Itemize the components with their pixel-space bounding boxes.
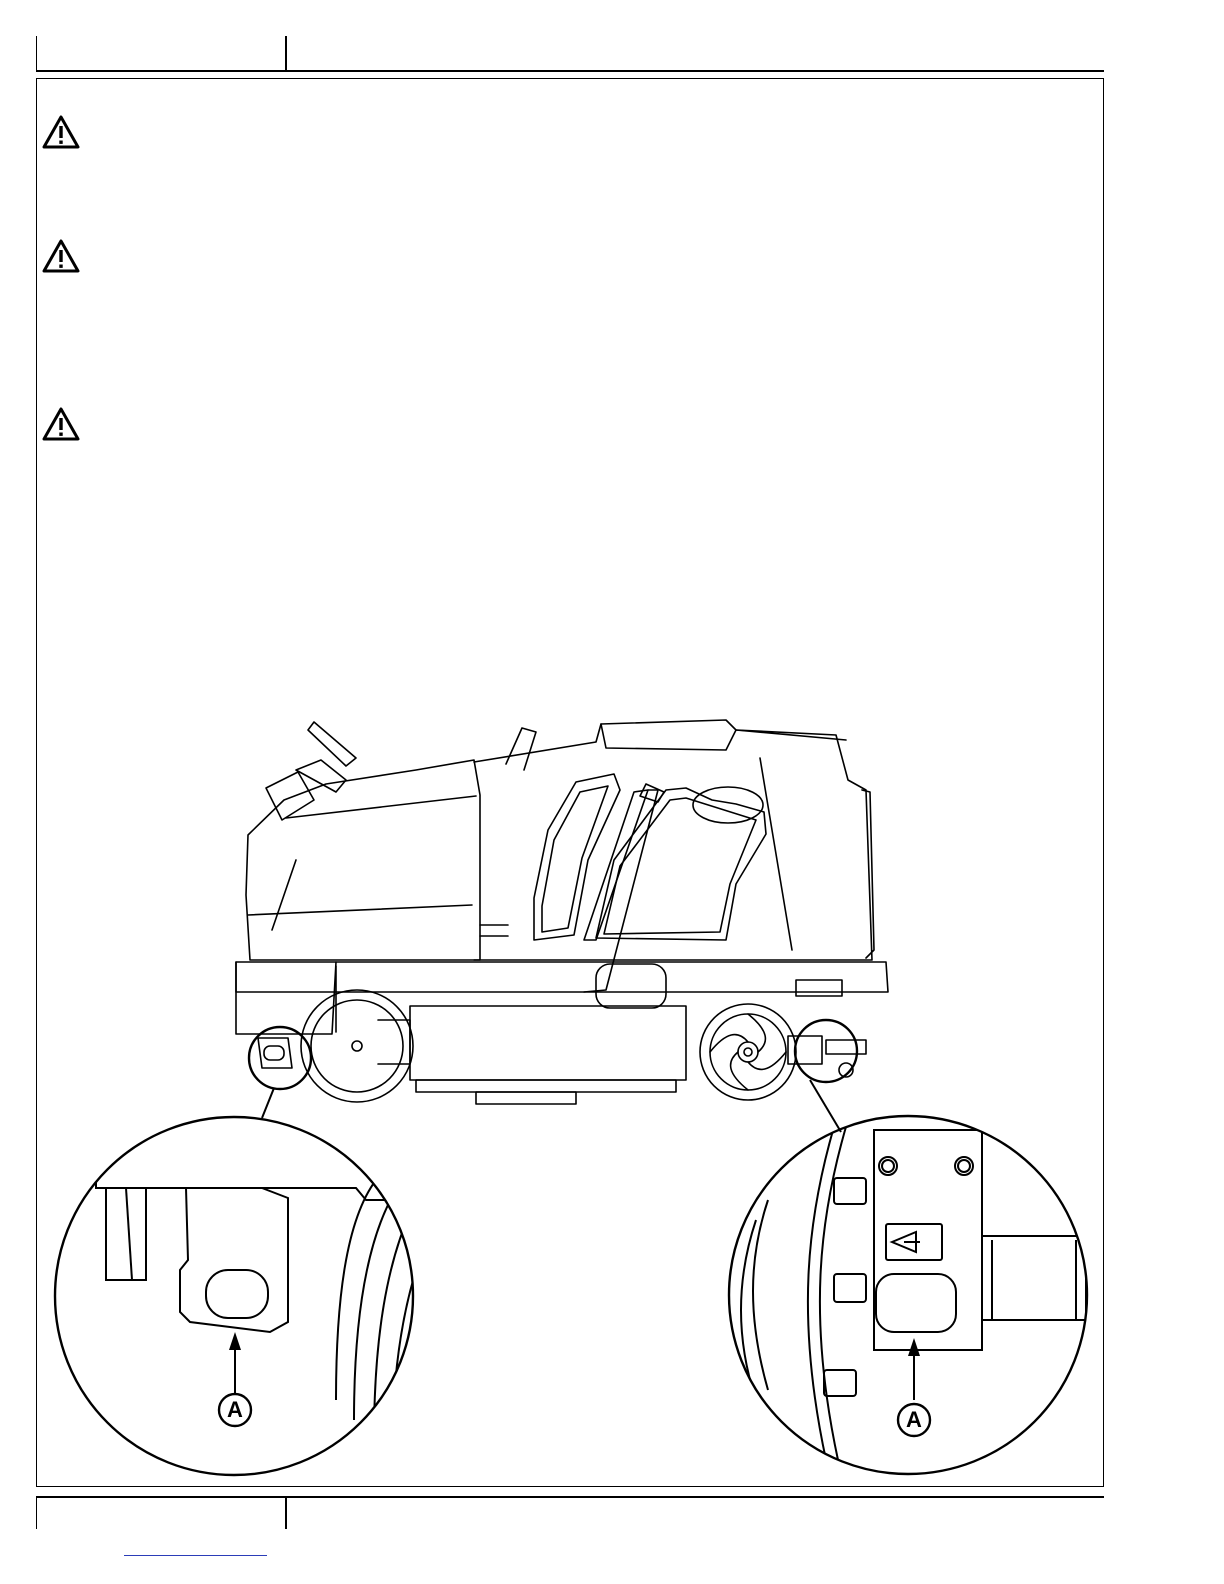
header-left-tick (36, 36, 37, 71)
footer-link-underline[interactable] (124, 1555, 267, 1556)
detail-view-left (55, 1117, 436, 1475)
footer-divider (285, 1497, 287, 1529)
machine-illustration (36, 700, 1104, 1487)
header-divider (285, 36, 287, 71)
header-rule (36, 70, 1104, 72)
warning-triangle-icon (41, 238, 81, 274)
footer-rule (36, 1496, 1104, 1498)
callout-label-a-left: A (227, 1397, 243, 1422)
warning-triangle-icon (41, 114, 81, 150)
footer-left-tick (36, 1497, 37, 1529)
callout-label-a-right: A (906, 1407, 922, 1432)
warning-triangle-icon (41, 406, 81, 442)
